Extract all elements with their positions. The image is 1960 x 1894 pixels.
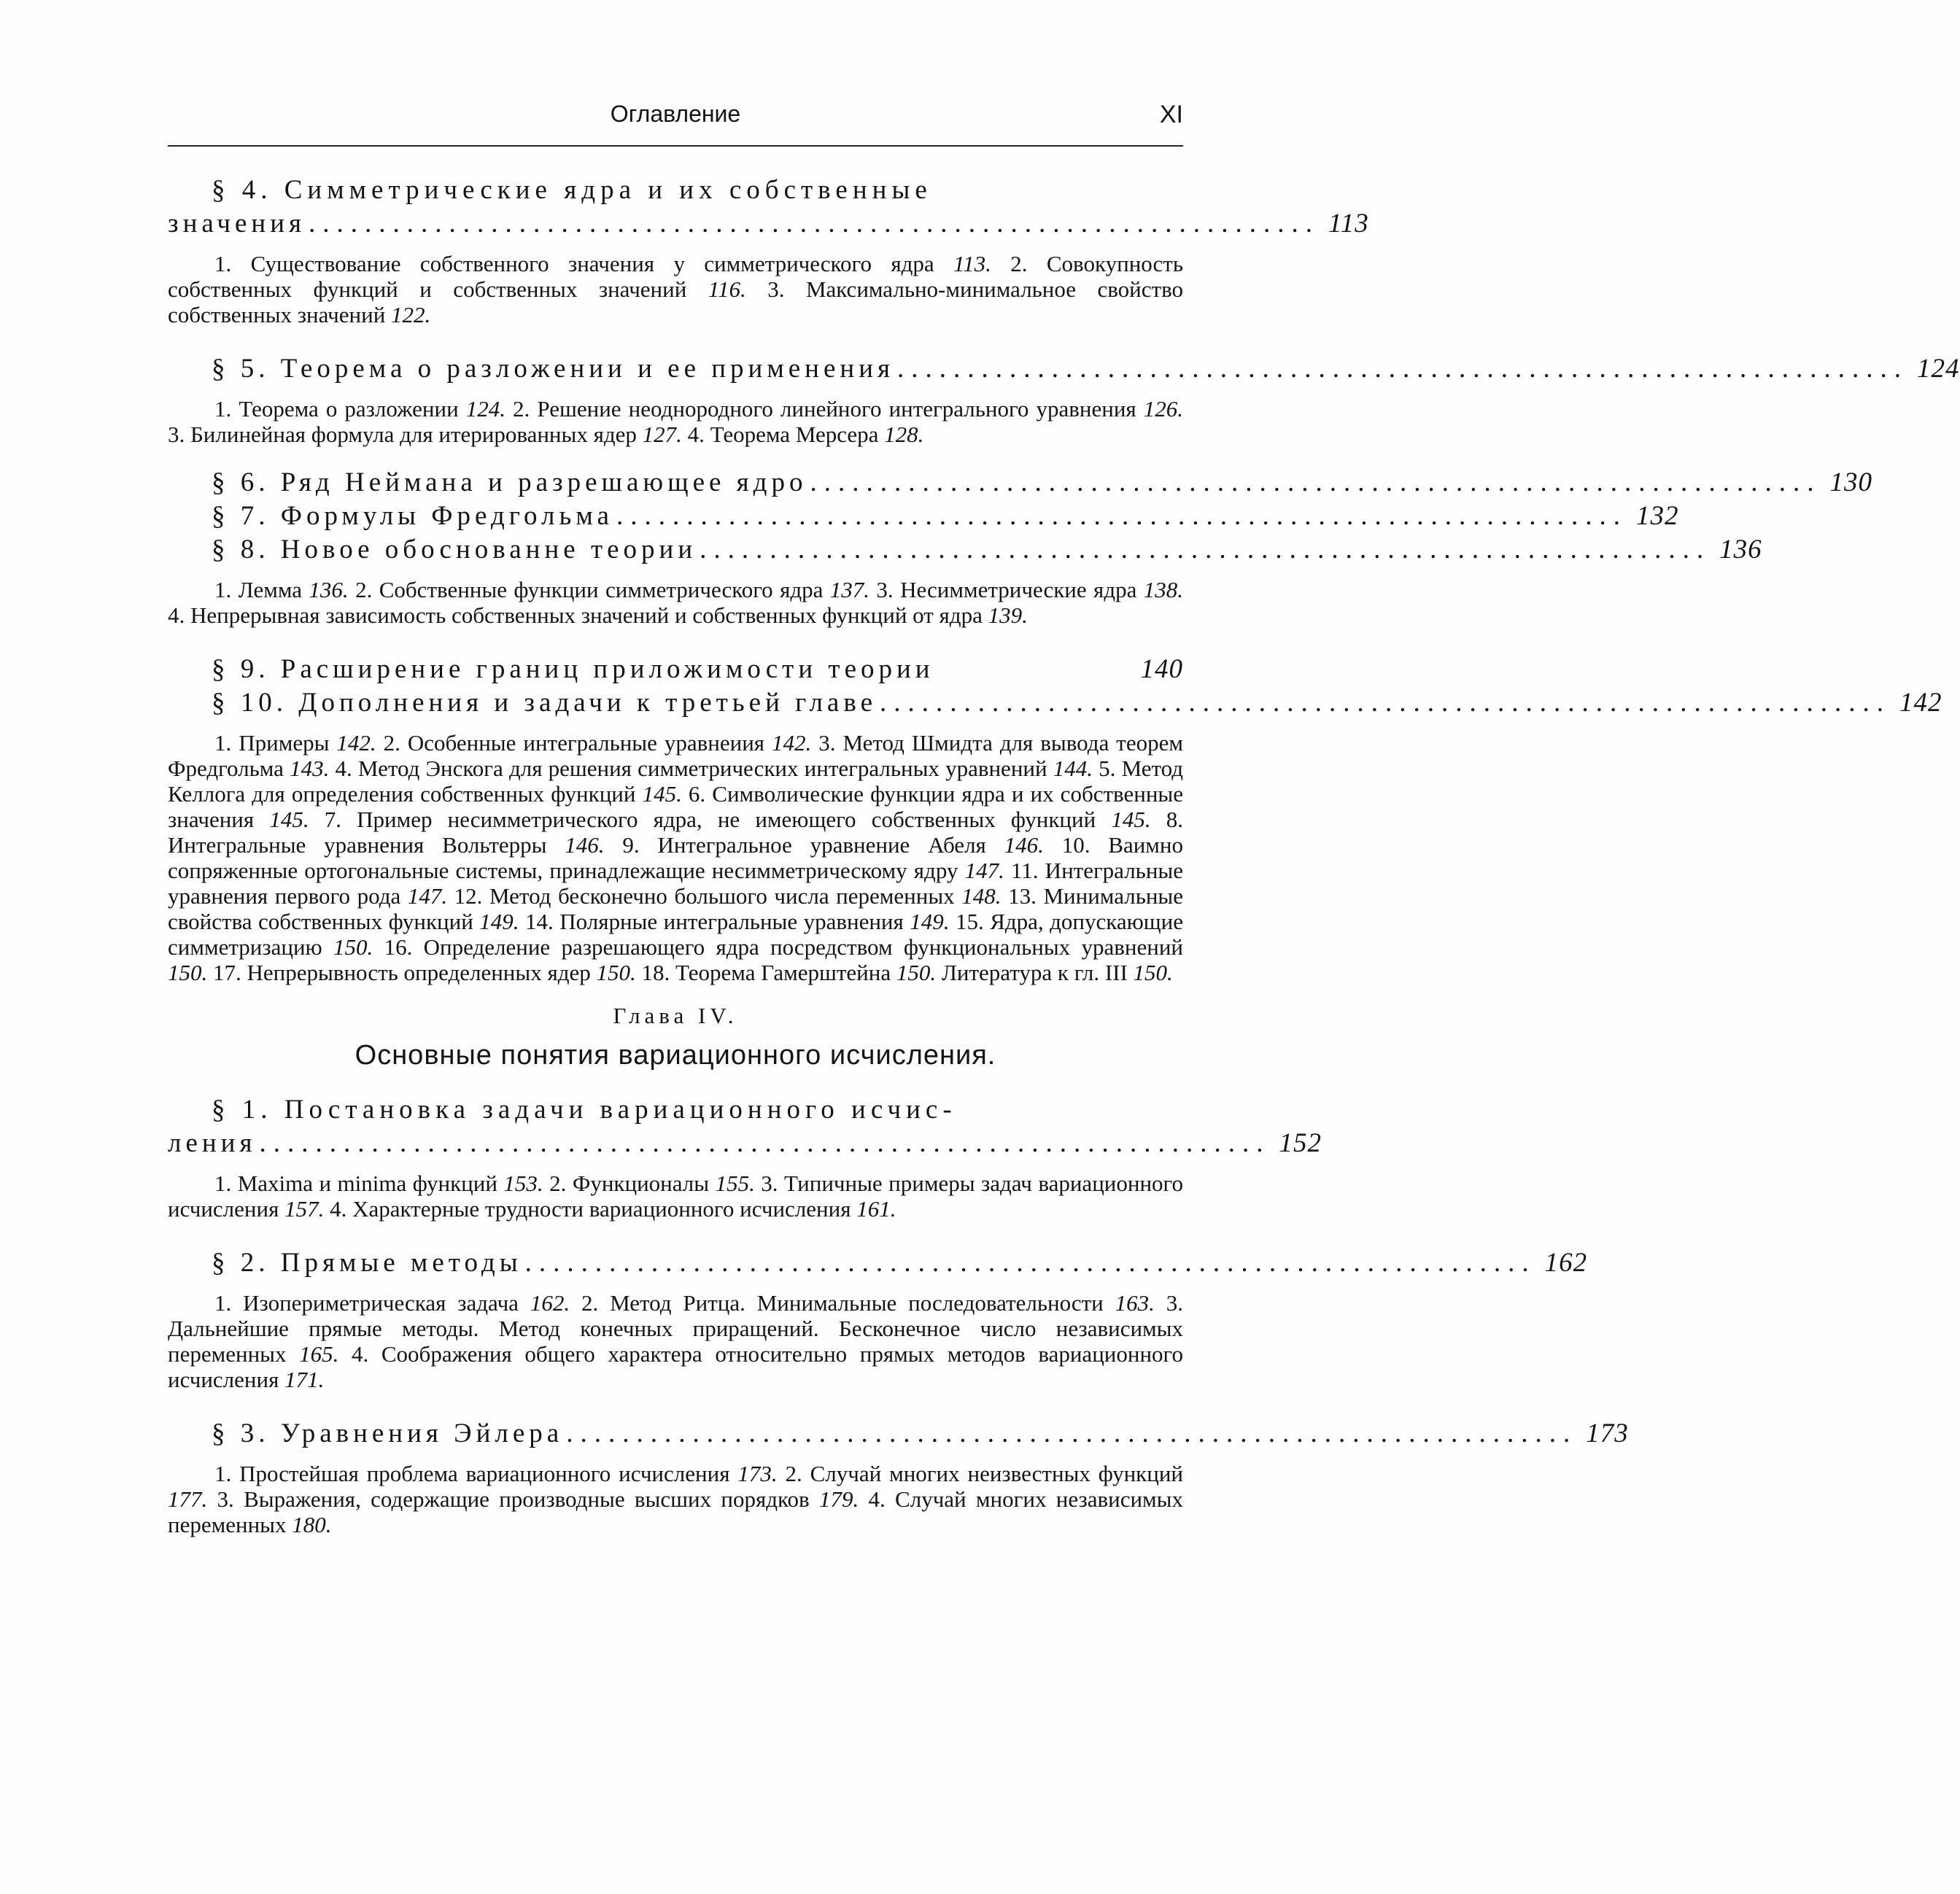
subsection-text: 3. Дальнейшие прямые методы. Метод конечных приращений. Бесконечное число независимых переменных xyxy=(168,1290,1184,1367)
subsection-text: 2. Совокупность собственных функций и собственных значений xyxy=(168,251,1183,302)
subsection-list xyxy=(168,730,1183,985)
subsection-text: 7. Пример несимметрического ядра, не имеющего собственных функций xyxy=(309,807,1112,832)
subsection-text: 14. Полярные интегральные уравнения xyxy=(519,909,910,934)
subsection-text: 2. Метод Ритца. Минимальные последовательности xyxy=(570,1290,1115,1316)
section-page: 132 xyxy=(1635,501,1679,531)
toc-entry xyxy=(168,1127,1322,1160)
leader-dots: ........................................................................ xyxy=(259,1128,1271,1158)
section-page: 152 xyxy=(1279,1128,1322,1158)
subsection-text: 3. Выражения, содержащие производные высших порядков xyxy=(207,1486,819,1512)
subsection-text: 1. Примеры xyxy=(214,730,337,756)
subsection-text: 12. Метод бесконечно большого числа переменных xyxy=(447,883,962,909)
toc-entry xyxy=(168,466,1873,500)
section-title: § 9. Расширение границ приложимости теории xyxy=(212,654,934,684)
subsection-text: 3. Максимально-минимальное свойство собственных значений xyxy=(168,276,1184,327)
leader-dots: ........................................................................ xyxy=(616,501,1627,531)
subsection-page: 137. xyxy=(829,577,870,602)
subsection-text: Литература к гл. III xyxy=(936,960,1134,985)
subsection-text: 2. Решение неоднородного линейного интегрального уравнения xyxy=(505,396,1144,422)
subsection-page: 146. xyxy=(565,832,605,858)
toc-entry xyxy=(168,500,1679,533)
header-rule xyxy=(168,145,1183,147)
subsection-text: 2. Случай многих неизвестных функций xyxy=(777,1461,1183,1486)
subsection-page: 165. xyxy=(299,1341,339,1367)
table-of-contents xyxy=(168,174,1960,1537)
subsection-page: 179. xyxy=(818,1486,859,1512)
subsection-page: 171. xyxy=(284,1367,325,1392)
subsection-page: 145. xyxy=(1111,807,1151,832)
subsection-list xyxy=(168,1461,1183,1537)
toc-entry xyxy=(168,686,1942,720)
leader-dots: ........................................................................ xyxy=(566,1418,1578,1448)
subsection-text: 3. Билинейная формула для итерированных ядер xyxy=(168,422,643,447)
subsection-page: 139. xyxy=(988,602,1028,628)
section-title: § 1. Постановка задачи вариационного исчис- xyxy=(212,1095,957,1125)
subsection-page: 116. xyxy=(708,276,746,302)
section-title-continued: ления xyxy=(168,1128,257,1158)
subsection-page: 124. xyxy=(465,396,506,422)
subsection-text: 1. Изопериметрическая задача xyxy=(214,1290,530,1316)
subsection-text: 5. Метод Келлога для определения собственных функций xyxy=(168,756,1184,807)
subsection-text: 8. Интегральные уравнения Вольтерры xyxy=(168,807,1183,858)
subsection-text: 11. Интегральные уравнения первого рода xyxy=(168,858,1183,909)
subsection-page: 136. xyxy=(309,577,349,602)
subsection-list xyxy=(168,251,1183,327)
leader-dots: ........................................................................ xyxy=(810,467,1821,497)
subsection-text: 18. Теорема Гамерштейна xyxy=(635,960,896,985)
subsection-page: 126. xyxy=(1143,396,1183,422)
running-head-title: Оглавление xyxy=(610,101,741,127)
subsection-page: 150. xyxy=(596,960,636,985)
section-page: 140 xyxy=(1140,654,1183,684)
subsection-text: 16. Определение разрешающего ядра посредством функциональных уравнений xyxy=(373,934,1183,960)
subsection-page: 177. xyxy=(168,1486,208,1512)
section-page: 142 xyxy=(1899,688,1942,718)
subsection-page: 180. xyxy=(292,1512,332,1537)
subsection-text: 10. Ваимно сопряженные ортогональные системы, принадлежащие несимметрическому ядру xyxy=(168,832,1183,883)
subsection-page: 150. xyxy=(896,960,937,985)
subsection-text: 15. Ядра, допускающие симметризацию xyxy=(168,909,1183,960)
leader-dots: ........................................................................ xyxy=(524,1248,1536,1278)
chapter-title: Основные понятия вариационного исчисления. xyxy=(355,1040,996,1071)
leader-dots: ........................................................................ xyxy=(897,354,1909,384)
section-title: § 2. Прямые методы xyxy=(212,1248,522,1278)
subsection-text: 2. Функционалы xyxy=(543,1171,716,1196)
subsection-page: 128. xyxy=(884,422,924,447)
section-title: § 4. Симметрические ядра и их собственные xyxy=(212,175,932,205)
subsection-page: 155. xyxy=(715,1171,755,1196)
subsection-page: 143. xyxy=(290,756,330,781)
subsection-page: 149. xyxy=(910,909,950,934)
subsection-page: 163. xyxy=(1115,1290,1155,1316)
subsection-text: 4. Метод Энскога для решения симметрических интегральных уравнений xyxy=(329,756,1053,781)
subsection-text: 4. Соображения общего характера относительно прямых методов вариационного исчисления xyxy=(168,1341,1183,1392)
subsection-text: 17. Непрерывность определенных ядер xyxy=(207,960,597,985)
section-page: 124 xyxy=(1917,354,1960,384)
subsection-text: 1. Лемма xyxy=(214,577,309,602)
subsection-page: 161. xyxy=(856,1196,896,1222)
section-page: 162 xyxy=(1544,1248,1588,1278)
subsection-page: 150. xyxy=(168,960,208,985)
subsection-page: 153. xyxy=(503,1171,543,1196)
subsection-text: 9. Интегральное уравнение Абеля xyxy=(604,832,1004,858)
subsection-text: 1. Простейшая проблема вариационного исчисления xyxy=(214,1461,738,1486)
section-page: 173 xyxy=(1586,1418,1629,1448)
subsection-page: 142. xyxy=(772,730,812,756)
toc-entry xyxy=(168,352,1960,386)
subsection-page: 150. xyxy=(1133,960,1173,985)
subsection-text: 2. Собственные функции симметрического ядра xyxy=(348,577,830,602)
section-title: § 7. Формулы Фредгольма xyxy=(212,501,613,531)
subsection-page: 145. xyxy=(642,781,682,807)
section-title: § 3. Уравнения Эйлера xyxy=(212,1418,564,1448)
subsection-page: 173. xyxy=(737,1461,778,1486)
section-page: 113 xyxy=(1328,209,1369,238)
subsection-page: 138. xyxy=(1143,577,1184,602)
subsection-text: 1. Maxima и minima функций xyxy=(214,1171,504,1196)
subsection-text: 13. Минимальные свойства собственных функций xyxy=(168,883,1184,934)
section-page: 136 xyxy=(1719,535,1762,564)
section-page: 130 xyxy=(1829,467,1873,497)
running-head-page-number: XI xyxy=(1159,101,1183,128)
subsection-page: 122. xyxy=(391,302,431,327)
subsection-text: 4. Случай многих независимых переменных xyxy=(168,1486,1183,1537)
subsection-page: 149. xyxy=(479,909,519,934)
subsection-page: 127. xyxy=(642,422,682,447)
toc-entry xyxy=(168,1417,1629,1451)
subsection-text: 6. Символические функции ядра и их собственные значения xyxy=(168,781,1184,832)
subsection-page: 157. xyxy=(284,1196,325,1222)
section-title: § 5. Теорема о разложении и ее применения xyxy=(212,354,895,384)
running-head xyxy=(168,101,1183,130)
subsection-text: 4. Теорема Мерсера xyxy=(681,422,885,447)
section-title: § 10. Дополнения и задачи к третьей главе xyxy=(212,688,878,718)
chapter-label: Глава IV. xyxy=(613,1003,738,1028)
subsection-list xyxy=(168,396,1183,447)
section-title: § 6. Ряд Неймана и разрешающее ядро xyxy=(212,467,807,497)
subsection-text: 4. Непрерывная зависимость собственных значений и собственных функций от ядра xyxy=(168,602,988,628)
toc-entry xyxy=(168,1246,1588,1280)
subsection-text: 1. Теорема о разложении xyxy=(214,396,466,422)
subsection-text: 1. Существование собственного значения у симметрического ядра xyxy=(214,251,953,276)
section-title: § 8. Новое обоснованне теории xyxy=(212,535,697,564)
subsection-page: 150. xyxy=(333,934,373,960)
subsection-page: 147. xyxy=(964,858,1004,883)
subsection-page: 147. xyxy=(407,883,448,909)
subsection-text: 3. Метод Шмидта для вывода теорем Фредгольма xyxy=(168,730,1183,781)
subsection-page: 146. xyxy=(1004,832,1044,858)
subsection-page: 144. xyxy=(1053,756,1093,781)
subsection-page: 142. xyxy=(336,730,376,756)
subsection-page: 113. xyxy=(953,251,991,276)
toc-entry xyxy=(168,207,1369,241)
subsection-page: 145. xyxy=(269,807,309,832)
subsection-text: 2. Особенные интегральные уравнеиия xyxy=(376,730,772,756)
subsection-page: 162. xyxy=(530,1290,570,1316)
subsection-list xyxy=(168,577,1183,628)
section-title-continued: значения xyxy=(168,209,306,238)
subsection-text: 3. Типичные примеры задач вариационного исчисления xyxy=(168,1171,1183,1222)
toc-entry xyxy=(168,653,1183,686)
subsection-page: 148. xyxy=(961,883,1002,909)
subsection-text: 3. Несимметрические ядра xyxy=(869,577,1144,602)
subsection-list xyxy=(168,1171,1183,1222)
leader-dots: ........................................................................ xyxy=(309,209,1320,238)
leader-dots: ........................................................................ xyxy=(700,535,1711,564)
leader-dots: ........................................................................ xyxy=(880,688,1891,718)
subsection-list xyxy=(168,1290,1183,1392)
subsection-text: 4. Характерные трудности вариационного исчисления xyxy=(324,1196,857,1222)
toc-entry xyxy=(168,533,1762,567)
